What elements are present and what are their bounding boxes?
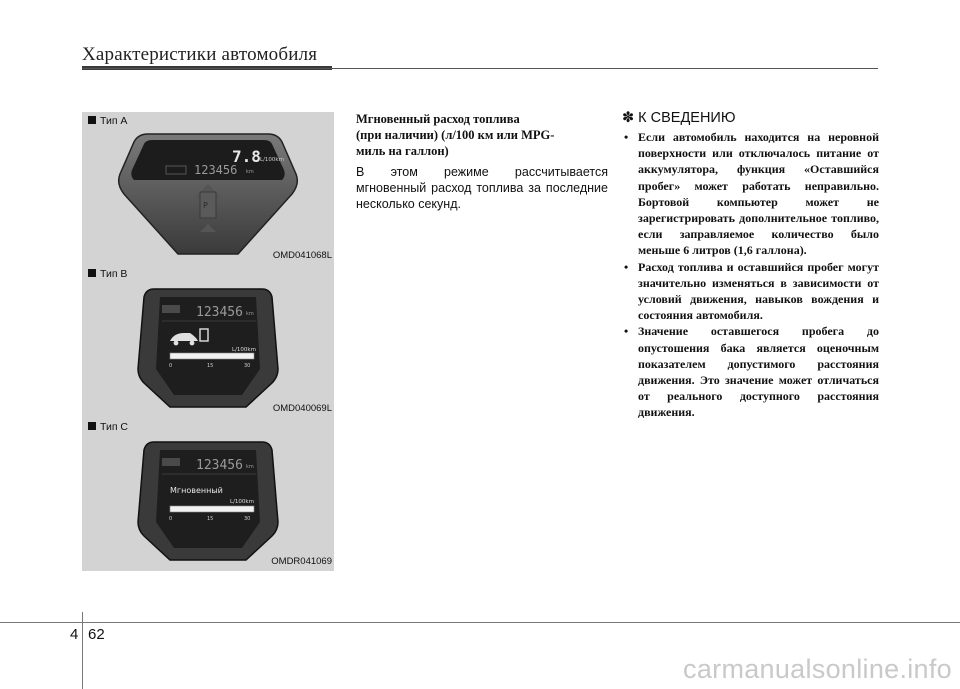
list-item: • Значение оставшегося пробега до опустошения бака является оценочным показателем допустимого расстояния движения. Это значение может отличаться от реального доступного расстояния движения. bbox=[624, 324, 879, 420]
info-note bbox=[622, 110, 879, 421]
header-rule bbox=[82, 68, 878, 69]
cluster-display-type-a bbox=[82, 112, 334, 265]
figure-type-b bbox=[82, 265, 334, 418]
page-header-title: Характеристики автомобиля bbox=[82, 44, 318, 65]
odometer-unit: km bbox=[246, 464, 254, 470]
figure-label: Тип C bbox=[88, 421, 128, 433]
unit-readout: L/100km bbox=[230, 499, 254, 505]
cluster-display-type-c bbox=[82, 418, 334, 571]
note-list bbox=[622, 129, 879, 421]
figure-code: OMD040069L bbox=[272, 403, 332, 414]
unit-readout: L/100km bbox=[232, 347, 256, 353]
footer-divider bbox=[82, 612, 83, 689]
odometer-readout: 123456 bbox=[194, 163, 238, 177]
figure-label: Тип B bbox=[88, 268, 127, 280]
svg-text:30: 30 bbox=[244, 516, 251, 522]
section-body: В этом режиме рассчитывается мгновенный расход топлива за последние несколько секунд. bbox=[356, 165, 608, 211]
footer-rule bbox=[0, 622, 960, 623]
unit-readout: L/100km bbox=[260, 157, 284, 163]
svg-text:15: 15 bbox=[207, 363, 214, 369]
odometer-readout: 123456 bbox=[196, 458, 243, 473]
figure-type-c bbox=[82, 418, 334, 571]
svg-text:0: 0 bbox=[169, 516, 173, 522]
list-item: • Если автомобиль находится на неровной поверхности или отключалось питание от аккумулятора, функция «Оставшийся пробег» может работать неправильно. Бортовой компьютер может не зарегистрировать дополнительное топливо, если заправляемое количество было меньше 6 литров (1,6 галлона). bbox=[624, 130, 879, 258]
square-bullet-icon bbox=[88, 116, 96, 124]
svg-text:0: 0 bbox=[169, 363, 173, 369]
cluster-display-type-b bbox=[82, 265, 334, 418]
site-watermark: carmanualsonline.info bbox=[683, 654, 952, 684]
odometer-readout: 123456 bbox=[196, 305, 243, 320]
big-value-readout: 7.8 bbox=[232, 147, 261, 166]
svg-text:30: 30 bbox=[244, 363, 251, 369]
fuel-gauge-bar bbox=[170, 353, 254, 359]
note-title: ✽ К СВЕДЕНИЮ bbox=[622, 110, 736, 126]
figure-type-a bbox=[82, 112, 334, 265]
page-number: 62 bbox=[88, 626, 105, 643]
svg-text:P: P bbox=[203, 201, 208, 210]
odometer-unit: km bbox=[246, 169, 254, 175]
list-item: • Расход топлива и оставшийся пробег могут значительно изменяться в зависимости от условий движения, навыков вождения и состояния автомобиля. bbox=[624, 259, 879, 323]
square-bullet-icon bbox=[88, 422, 96, 430]
instant-fuel-section bbox=[356, 111, 608, 212]
figure-code: OMDR041069 bbox=[271, 556, 332, 567]
figure-code: OMD041068L bbox=[272, 250, 332, 261]
chapter-number: 4 bbox=[70, 626, 79, 643]
svg-text:15: 15 bbox=[207, 516, 214, 522]
fuel-gauge-bar bbox=[170, 506, 254, 512]
odometer-unit: km bbox=[246, 311, 254, 317]
square-bullet-icon bbox=[88, 269, 96, 277]
mode-label: Мгновенный bbox=[170, 486, 223, 495]
figure-label: Тип A bbox=[88, 115, 127, 127]
section-heading: Мгновенный расход топлива (при наличии) (л/100 км или MPG- миль на галлон) bbox=[356, 112, 555, 158]
